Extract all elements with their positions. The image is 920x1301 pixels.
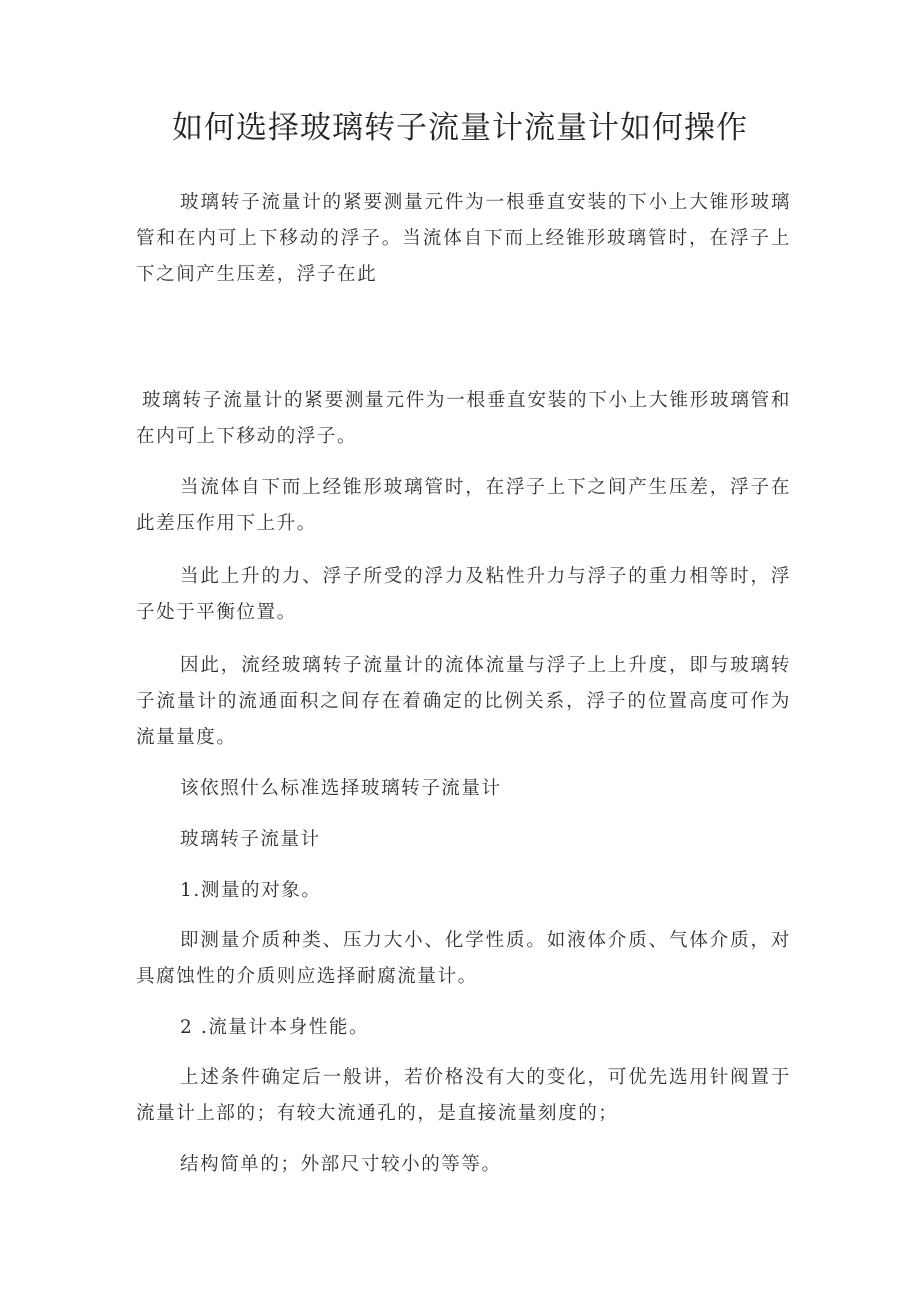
document-title: 如何选择玻璃转子流量计流量计如何操作 bbox=[172, 110, 748, 146]
paragraph-2: 当流体自下而上经锥形玻璃管时，在浮子上下之间产生压差，浮子在此差压作用下上升。 bbox=[136, 477, 791, 534]
paragraph-1: 玻璃转子流量计的紧要测量元件为一根垂直安装的下小上大锥形玻璃管和在内可上下移动的浮子。 bbox=[136, 390, 791, 447]
paragraph-4: 因此，流经玻璃转子流量计的流体流量与浮子上上升度，即与玻璃转子流量计的流通面积之间存在着确定的比例关系，浮子的位置高度可作为流量量度。 bbox=[136, 655, 791, 748]
paragraph-7: 1.测量的对象。 bbox=[180, 880, 322, 901]
paragraph-5: 该依照什么标准选择玻璃转子流量计 bbox=[180, 778, 502, 799]
paragraph-6: 玻璃转子流量计 bbox=[180, 829, 321, 850]
paragraph-9: 2 .流量计本身性能。 bbox=[180, 1017, 370, 1038]
paragraph-3: 当此上升的力、浮子所受的浮力及粘性升力与浮子的重力相等时，浮子处于平衡位置。 bbox=[136, 566, 791, 623]
intro-paragraph: 玻璃转子流量计的紧要测量元件为一根垂直安装的下小上大锥形玻璃管和在内可上下移动的浮子。当流体自下而上经锥形玻璃管时，在浮子上下之间产生压差，浮子在此 bbox=[136, 192, 791, 285]
paragraph-8: 即测量介质种类、压力大小、化学性质。如液体介质、气体介质，对具腐蚀性的介质则应选择耐腐流量计。 bbox=[136, 930, 791, 987]
paragraph-10: 上述条件确定后一般讲，若价格没有大的变化，可优先选用针阀置于流量计上部的；有较大流通孔的，是直接流量刻度的； bbox=[136, 1067, 791, 1124]
paragraph-11: 结构简单的；外部尺寸较小的等等。 bbox=[180, 1154, 502, 1175]
